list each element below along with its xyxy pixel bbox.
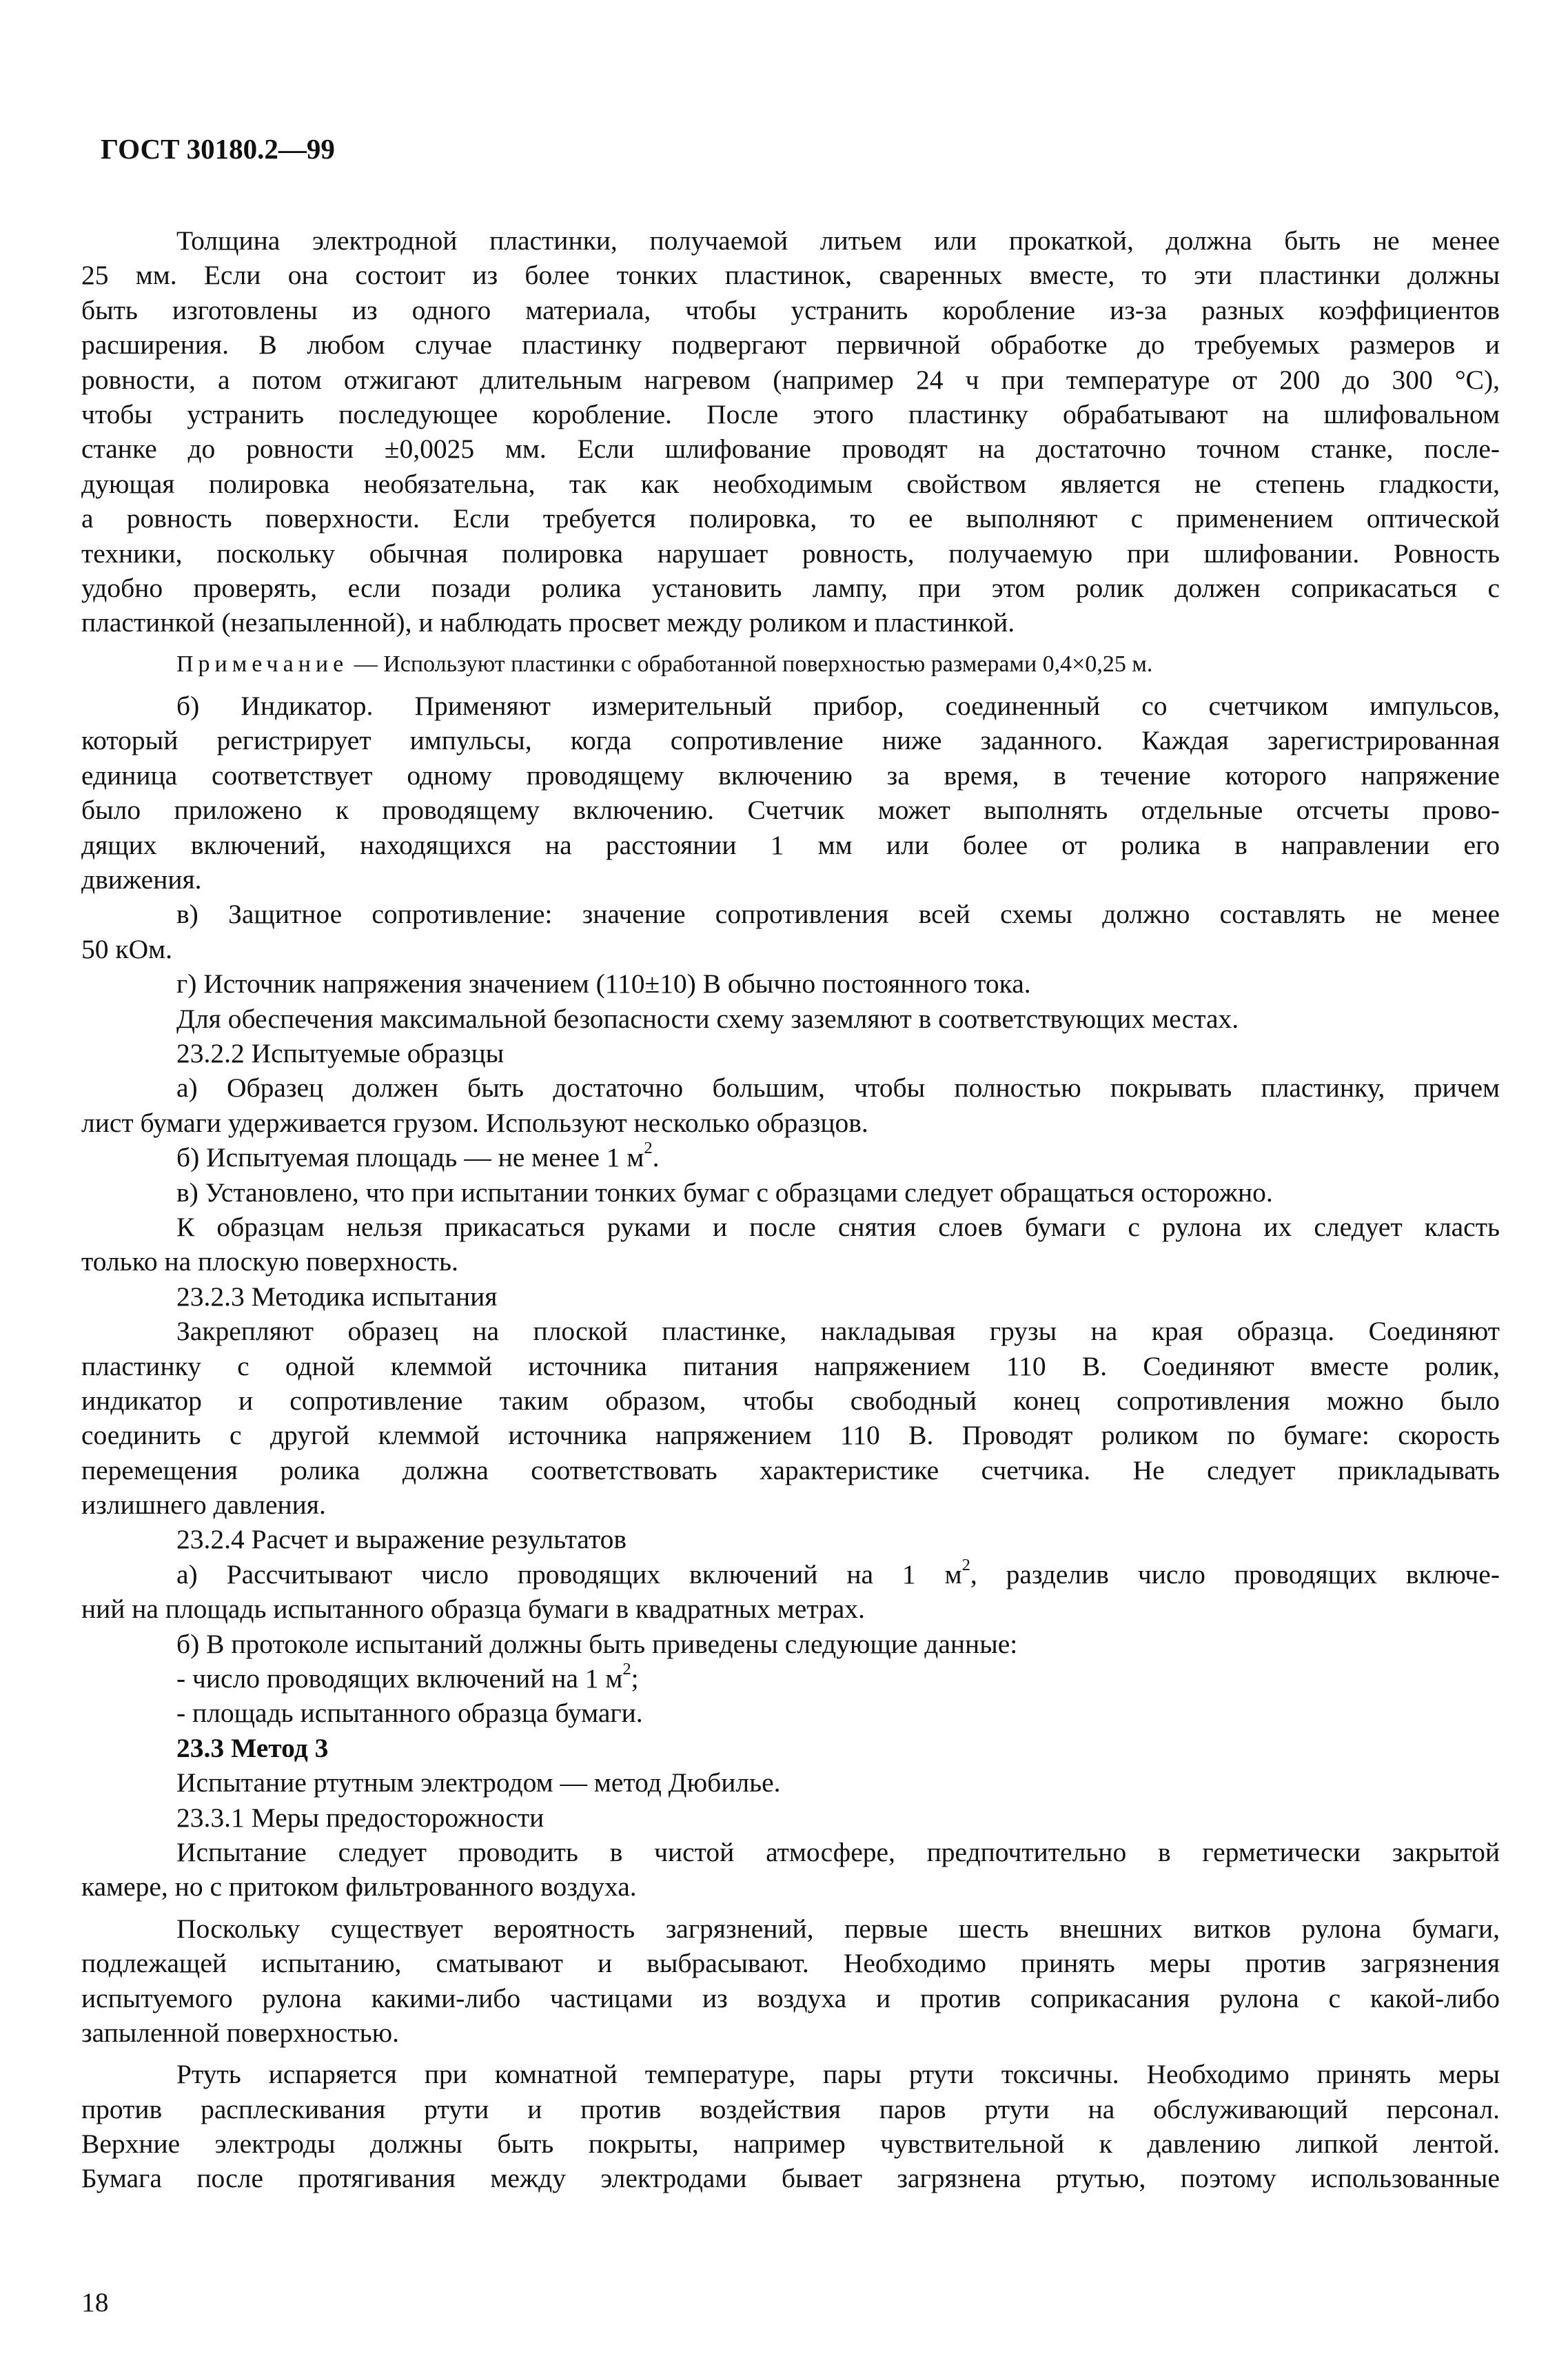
text-line: дящих включений, находящихся на расстоянии 1 мм или более от ролика в направлении его [81, 829, 1500, 860]
text-line: излишнего давления. [81, 1490, 326, 1521]
text-line [81, 1557, 1500, 1592]
section-heading: 23.2.3 Методика испытания [176, 1281, 498, 1312]
text-line: К образцам нельзя прикасаться руками и после снятия слоев бумаги с рулона их следует класть [176, 1211, 1500, 1242]
text-line: Толщина электродной пластинки, получаемой литьем или прокаткой, должна быть не менее [176, 225, 1500, 256]
text-line: г) Источник напряжения значением (110±10) В обычно постоянного тока. [176, 968, 1031, 999]
text-line: удобно проверять, если позади ролика установить лампу, при этом ролик должен соприкасаться с [81, 572, 1500, 603]
text-line: Закрепляют образец на плоской пластинке, накладывая грузы на края образца. Соединяют [176, 1316, 1500, 1347]
document-header: ГОСТ 30180.2—99 [101, 133, 335, 165]
text-line: только на плоскую поверхность. [81, 1246, 458, 1277]
section-heading: 23.2.4 Расчет и выражение результатов [176, 1524, 627, 1555]
text-line: б) Индикатор. Применяют измерительный прибор, соединенный со счетчиком импульсов, [176, 691, 1500, 722]
text-line: Верхние электроды должны быть покрыты, например чувствительной к давлению липкой лентой. [81, 2129, 1500, 2160]
section-heading: 23.3.1 Меры предосторожности [176, 1802, 544, 1833]
text-line: пластинкой (незапыленной), и наблюдать просвет между роликом и пластинкой. [81, 607, 1015, 638]
text-line: ровности, а потом отжигают длительным нагревом (например 24 ч при температуре от 200 до 300 °С), [81, 364, 1500, 395]
text-line: пластинку с одной клеммой источника питания напряжением 110 В. Соединяют вместе ролик, [81, 1350, 1500, 1381]
section-heading: 23.3 Метод 3 [176, 1732, 329, 1763]
note-line [81, 647, 1500, 682]
text-line: б) В протоколе испытаний должны быть приведены следующие данные: [176, 1628, 1018, 1659]
text-span: - число проводящих включений на 1 м [176, 1663, 623, 1694]
text-span: б) Испытуемая площадь — не менее 1 м [176, 1142, 644, 1173]
superscript: 2 [961, 1556, 970, 1574]
text-span: ; [631, 1663, 639, 1694]
text-line: Бумага после протягивания между электродами бывает загрязнена ртутью, поэтому использованные [81, 2163, 1500, 2194]
text-line: а) Образец должен быть достаточно большим, чтобы полностью покрывать пластинку, причем [176, 1073, 1500, 1104]
text-span: а) Рассчитывают число проводящих включений на 1 м [176, 1558, 962, 1590]
note-label: Примечание [176, 651, 349, 677]
text-line: расширения. В любом случае пластинку подвергают первичной обработке до требуемых размеров и [81, 329, 1500, 361]
text-line: который регистрирует импульсы, когда сопротивление ниже заданного. Каждая зарегистрированная [81, 725, 1500, 756]
text-line: Испытание ртутным электродом — метод Дюбилье. [176, 1767, 781, 1798]
text-line: станке до ровности ±0,0025 мм. Если шлифование проводят на достаточно точном станке, после- [81, 434, 1500, 465]
text-line: дующая полировка необязательна, так как необходимым свойством является не степень гладкости, [81, 468, 1500, 499]
text-line: было приложено к проводящему включению. Счетчик может выполнять отдельные отсчеты прово- [81, 795, 1500, 826]
superscript: 2 [644, 1140, 653, 1158]
text-line: Поскольку существует вероятность загрязнений, первые шесть внешних витков рулона бумаги, [176, 1913, 1500, 1944]
text-span: . [652, 1142, 660, 1173]
text-line: ний на площадь испытанного образца бумаги в квадратных метрах. [81, 1594, 865, 1625]
text-line: 50 кОм. [81, 933, 172, 964]
text-line: подлежащей испытанию, сматывают и выбрасывают. Необходимо принять меры против загрязнения [81, 1948, 1500, 1979]
document-body [81, 223, 1500, 2196]
text-line: 25 мм. Если она состоит из более тонких пластинок, сваренных вместе, то эти пластинки должны [81, 260, 1500, 291]
note-text: — Используют пластинки с обработанной поверхностью размерами 0,4×0,25 м. [348, 651, 1153, 677]
text-line: лист бумаги удерживается грузом. Используют несколько образцов. [81, 1107, 868, 1138]
text-line: - площадь испытанного образца бумаги. [176, 1698, 643, 1729]
page-number: 18 [81, 2287, 109, 2317]
text-line: перемещения ролика должна соответствовать характеристике счетчика. Не следует прикладывать [81, 1454, 1500, 1485]
text-line: соединить с другой клеммой источника напряжением 110 В. Проводят роликом по бумаге: скорость [81, 1420, 1500, 1451]
text-line: испытуемого рулона какими-либо частицами из воздуха и против соприкасания рулона с какой-либо [81, 1982, 1500, 2013]
text-line: единица соответствует одному проводящему включению за время, в течение которого напряжение [81, 760, 1500, 791]
text-line: Испытание следует проводить в чистой атмосфере, предпочтительно в герметически закрытой [176, 1836, 1500, 1867]
text-line [81, 1140, 1500, 1175]
text-line: в) Защитное сопротивление: значение сопротивления всей схемы должно составлять не менее [176, 899, 1500, 930]
text-line: движения. [81, 864, 202, 895]
text-line: в) Установлено, что при испытании тонких бумаг с образцами следует обращаться осторожно. [176, 1177, 1273, 1208]
text-line: быть изготовлены из одного материала, чтобы устранить коробление из-за разных коэффициентов [81, 294, 1500, 325]
text-line: камере, но с притоком фильтрованного воздуха. [81, 1871, 637, 1902]
text-line: чтобы устранить последующее коробление. После этого пластинку обрабатывают на шлифовальном [81, 398, 1500, 429]
text-span: , разделив число проводящих включе- [970, 1558, 1500, 1590]
text-line [81, 1661, 1500, 1696]
superscript: 2 [622, 1661, 631, 1678]
section-heading: 23.2.2 Испытуемые образцы [176, 1037, 505, 1068]
text-line: техники, поскольку обычная полировка нарушает ровность, получаемую при шлифовании. Ровность [81, 538, 1500, 569]
text-line: запыленной поверхностью. [81, 2017, 399, 2048]
text-line: индикатор и сопротивление таким образом, чтобы свободный конец сопротивления можно было [81, 1385, 1500, 1416]
text-line: против расплескивания ртути и против воздействия паров ртути на обслуживающий персонал. [81, 2093, 1500, 2124]
text-line: Для обеспечения максимальной безопасности схему заземляют в соответствующих местах. [176, 1003, 1239, 1034]
text-line: а ровность поверхности. Если требуется полировка, то ее выполняют с применением оптической [81, 503, 1500, 534]
text-line: Ртуть испаряется при комнатной температуре, пары ртути токсичны. Необходимо принять меры [176, 2059, 1500, 2090]
